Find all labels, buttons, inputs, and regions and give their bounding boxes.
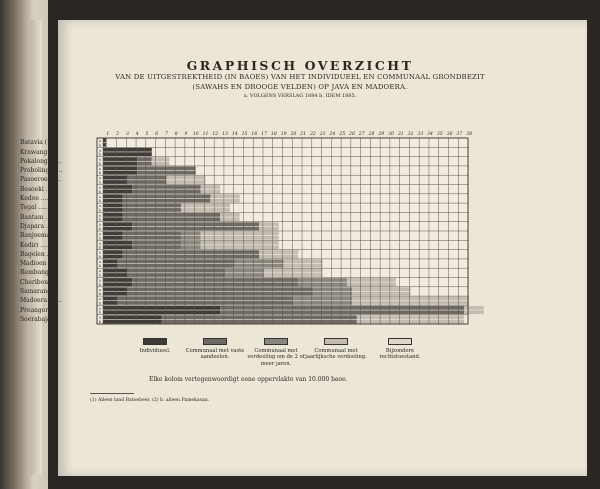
bar-djapara-b [259,227,279,231]
bar-soerabaja-a [103,315,162,319]
row-prefix-label: a [98,297,102,302]
x-tick-label: 36 [446,132,453,137]
legend-swatch [143,338,167,345]
x-tick-label: 3 [125,132,129,137]
bar-pasoeroean-b [127,180,166,184]
bar-batavia-b [103,143,106,147]
bar-kedoe-a [210,194,239,198]
bar-kedoe-b [103,199,123,203]
row-label: Kedoe ...... [20,195,53,202]
row-label: Probolinggo .. [20,167,63,175]
row-label: Samarang ... [20,288,59,295]
x-tick-label: 22 [309,132,316,137]
bar-preanger-b [103,310,220,314]
legend-label: Communaal met verdeeling om de 2 of meer jaren. [247,348,305,367]
row-label: Tegal ...... [20,204,50,212]
x-tick-label: 25 [339,132,346,137]
x-tick-label: 37 [456,132,463,137]
bar-bagelen-a [103,250,123,254]
row-prefix-label: b [98,254,102,259]
row-prefix-label: a [98,250,102,255]
x-tick-label: 28 [368,132,375,137]
bar-djapara-b [103,227,132,231]
row-prefix-label: a [98,287,102,292]
bar-madoera-a [118,297,294,301]
row-label: Rembang .... [20,269,59,277]
x-tick-label: 24 [329,132,336,137]
x-tick-label: 9 [184,132,188,137]
x-tick-label: 14 [231,132,238,137]
bar-rembang-a [127,269,225,273]
row-label: Krawang .... [20,148,57,156]
bar-cheribon-b [347,282,396,286]
bar-rembang-a [225,269,264,273]
bar-kediri-b [201,245,279,249]
row-label: Preanger ... [20,306,56,314]
row-prefix-label: b [98,161,102,166]
row-prefix-label: b [98,264,102,269]
bar-kedoe-b [123,199,211,203]
bar-samarang-b [313,292,352,296]
bar-probolinggo-b [103,171,137,175]
row-prefix-label: a [98,166,102,171]
bar-besoeki-a [132,185,200,189]
row-prefix-label: b [98,301,102,306]
bar-tegal-a [123,204,182,208]
bar-madioen-b [118,264,235,268]
bar-banjoemas-b [123,236,182,240]
x-tick-label: 4 [135,132,139,137]
x-tick-label: 1 [106,132,110,137]
bar-banjoemas-a [181,232,201,236]
bar-pasoeroean-a [166,176,205,180]
bar-probolinggo-a [103,167,137,171]
x-tick-label: 35 [436,132,443,137]
x-tick-label: 16 [251,132,258,137]
bar-pekalongan-b [152,162,170,166]
x-tick-label: 12 [212,132,219,137]
bar-bantam-b [103,217,123,221]
row-label: Batavia (¹) .. [20,139,58,147]
x-tick-label: 26 [349,132,355,137]
bar-pasoeroean-a [127,176,166,180]
row-prefix-label: a [98,232,102,236]
legend-swatch [203,338,227,345]
bar-bagelen-a [123,250,260,254]
x-tick-label: 7 [164,132,168,137]
row-prefix-label: b [98,189,102,194]
row-label: Kediri ..... [20,241,50,249]
bar-kediri-a [181,241,201,245]
row-prefix-label: a [98,213,102,218]
x-tick-label: 34 [427,132,433,137]
bar-madioen-b [235,264,284,268]
row-prefix-label: b [98,227,102,231]
row-prefix-label: b [98,245,102,250]
bar-djapara-a [103,222,132,226]
bar-banjoemas-b [201,236,279,240]
x-tick-label: 11 [202,132,209,137]
legend-label: Communaal met jaarlijksche verdeeling. [305,348,367,361]
bar-cheribon-a [103,278,132,282]
row-label: Djapara .... [20,222,54,230]
row-prefix-label: b [98,217,102,222]
x-tick-label: 27 [358,132,365,137]
bar-tegal-a [103,204,123,208]
bar-banjoemas-b [103,236,123,240]
row-prefix-label: a [98,269,102,274]
bar-banjoemas-b [181,236,201,240]
bar-soerabaja-a [357,315,464,319]
row-label: Besoeki .... [20,185,54,193]
bar-preanger-a [464,306,484,310]
legend-swatch [324,338,348,345]
row-prefix-label: b [98,180,102,185]
bar-krawang-a [103,148,152,152]
bar-bagelen-b [103,255,123,259]
bar-cheribon-b [103,282,132,286]
bar-pekalongan-a [103,157,137,161]
bar-besoeki-b [103,189,132,193]
row-prefix-label: a [98,139,102,143]
row-prefix-label: b [98,236,102,241]
bar-kedoe-a [103,194,123,198]
row-label: Bagelen .... [20,250,55,258]
bar-kediri-b [132,245,181,249]
row-prefix-label: a [98,315,102,320]
row-label: Pasoeroean .. [20,176,61,184]
x-tick-label: 38 [466,132,473,137]
bar-cheribon-a [298,278,347,282]
bar-kediri-b [103,245,132,249]
x-tick-label: 8 [174,132,178,137]
row-prefix-label: a [98,259,102,264]
legend-label: Bijzondere rechtstoestand. [379,348,421,361]
row-prefix-label: a [98,278,102,283]
x-tick-label: 33 [417,132,424,137]
bar-madioen-b [284,264,323,268]
bar-djapara-a [259,222,279,226]
bar-rembang-b [127,273,225,277]
chart-subtitle-line1: VAN DE UITGESTREKTHEID (IN BAOES) VAN HET INDIVIDUEEL EN COMMUNAAL GRONDBEZIT [115,73,485,81]
bar-besoeki-b [132,189,200,193]
x-tick-label: 5 [145,132,149,137]
row-prefix-label: a [98,241,102,246]
row-prefix-label: b [98,208,102,213]
bar-pekalongan-b [137,162,152,166]
x-tick-label: 32 [407,132,414,137]
row-prefix-label: b [98,292,102,297]
bar-banjoemas-a [123,232,182,236]
bar-kediri-a [201,241,279,245]
x-tick-label: 13 [222,132,228,137]
row-label: Soerabaja .. [20,315,57,323]
chart-title: GRAPHISCH OVERZICHT [186,58,414,73]
x-tick-label: 31 [397,132,404,137]
bar-preanger-a [220,306,464,310]
bar-rembang-b [225,273,264,277]
x-tick-label: 30 [388,132,394,137]
row-prefix-label: a [98,148,102,153]
bar-samarang-a [313,287,352,291]
row-label: Banjoemas .. [20,232,59,240]
row-prefix-label: a [98,185,102,190]
legend-label: Individueel. [139,348,171,354]
bar-banjoemas-a [103,232,123,236]
x-tick-label: 20 [290,132,297,137]
row-prefix-label: b [98,273,102,278]
legend-label: Communaal met vaste aandeelen. [185,348,245,361]
row-prefix-label: b [98,310,102,315]
bar-pekalongan-a [152,157,170,161]
bar-madoera-b [118,301,294,305]
x-tick-label: 29 [378,132,385,137]
x-tick-label: 18 [270,132,277,137]
bar-madoera-a [352,297,469,301]
bar-pekalongan-b [103,162,137,166]
x-tick-label: 19 [280,132,287,137]
bar-madioen-a [118,260,235,264]
bar-batavia-a [103,139,106,143]
bar-cheribon-a [132,278,298,282]
row-prefix-label: b [98,282,102,287]
row-prefix-label: a [98,204,102,209]
bar-pasoeroean-b [166,180,205,184]
bar-besoeki-a [201,185,221,189]
bar-madoera-a [103,297,118,301]
row-label: Madioen .... [20,260,57,268]
bar-madioen-a [235,260,284,264]
row-label: Pekalongan .. [20,157,61,165]
bar-tegal-b [123,208,182,212]
bar-bantam-b [123,217,221,221]
footnote: (1) Alleen land Batoebeer. (2) b. alleen Pamekasan. [90,398,210,403]
bar-soerabaja-b [162,320,357,324]
row-prefix-label: b [98,143,102,148]
bar-kediri-a [132,241,181,245]
bar-preanger-b [464,310,484,314]
bar-djapara-a [132,222,259,226]
row-prefix-label: b [98,171,102,176]
bar-samarang-b [127,292,313,296]
bar-soerabaja-b [103,320,162,324]
row-prefix-label: b [98,199,102,204]
bar-madioen-a [284,260,323,264]
bar-besoeki-a [103,185,132,189]
x-tick-label: 15 [241,132,248,137]
row-prefix-label: a [98,176,102,181]
row-prefix-label: b [98,320,102,324]
bar-madoera-b [352,301,469,305]
x-tick-label: 2 [116,132,120,137]
bar-banjoemas-a [201,232,279,236]
bar-soerabaja-a [162,315,357,319]
chart-subtitle-line2: (SAWAHS EN DROOGE VELDEN) OP JAVA EN MADOERA. [192,83,408,91]
bar-madioen-b [103,264,118,268]
bar-soerabaja-b [357,320,464,324]
row-prefix-label: a [98,157,102,162]
row-prefix-label: a [98,194,102,199]
x-tick-label: 17 [261,132,268,137]
row-prefix-label: b [98,152,102,157]
bar-bantam-b [220,217,240,221]
bar-pekalongan-a [137,157,152,161]
legend-swatch [264,338,288,345]
bar-bantam-a [123,213,221,217]
bar-tegal-b [181,208,230,212]
row-label: Cheribon ... [20,278,56,286]
x-tick-label: 21 [300,132,307,137]
row-label: Madoera (²) .. [20,297,62,305]
row-prefix-label: a [98,306,102,311]
bar-preanger-b [220,310,464,314]
chart-source-line: a. VOLGENS VERSLAG 1884 b. IDEM 1885. [243,93,357,99]
x-tick-label: 23 [319,132,326,137]
bar-tegal-a [181,204,230,208]
bar-krawang-b [103,152,152,156]
bar-djapara-b [132,227,259,231]
bar-madoera-b [103,301,118,305]
bar-madioen-a [103,260,118,264]
bar-besoeki-b [201,189,221,193]
legend-swatch [388,338,412,345]
bar-tegal-b [103,208,123,212]
bar-cheribon-b [132,282,298,286]
bar-cheribon-b [298,282,347,286]
unit-note: Elke kolom vertegenwoordigt eene oppervlakte van 10.000 baoe. [149,376,348,383]
bar-samarang-a [127,287,313,291]
bar-kedoe-b [210,199,239,203]
x-tick-label: 10 [192,132,199,137]
row-prefix-label: a [98,222,102,227]
bar-bagelen-b [123,255,260,259]
bar-cheribon-a [347,278,396,282]
bar-bantam-a [220,213,240,217]
bar-kedoe-a [123,194,211,198]
footnote-rule [90,393,134,394]
bar-kediri-a [103,241,132,245]
bar-preanger-a [103,306,220,310]
bar-bantam-a [103,213,123,217]
row-label: Bantam ..... [20,213,55,221]
x-tick-label: 6 [155,132,159,137]
bar-kediri-b [181,245,201,249]
